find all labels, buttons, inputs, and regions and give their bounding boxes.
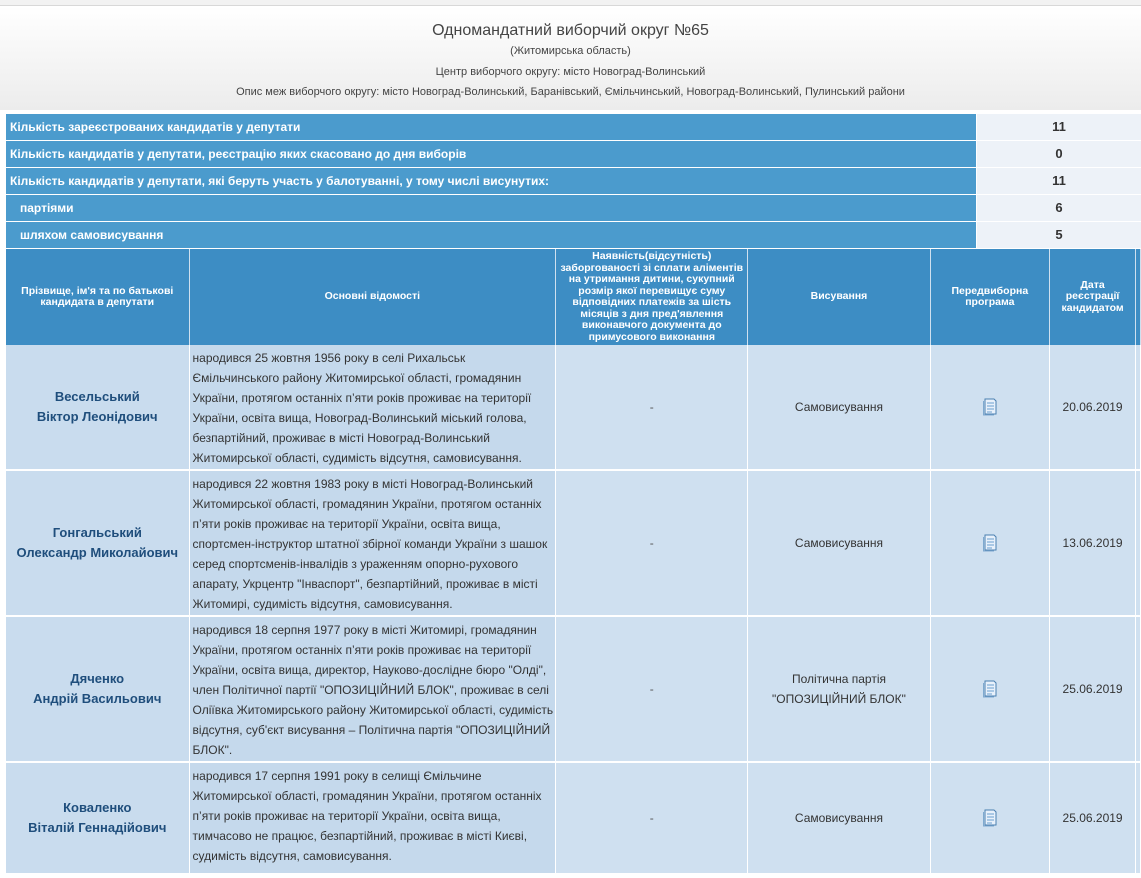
candidate-nomination-line: Політична партія [791,672,886,686]
stat-label: Кількість зареєстрованих кандидатів у депутати [6,114,976,140]
candidate-info-line: України, освіта вища, Новоград-Волинський міський голова, [192,411,527,425]
column-header-name: Прізвище, ім'я та по батькові кандидата в депутати [6,249,189,345]
candidate-given-names: Андрій Васильович [33,691,162,706]
candidate-row [6,616,1141,762]
candidate-info-line: серед спортсменів-інвалідів з ураженням опорно-рухового [192,557,519,571]
candidate-program-cell [930,762,1050,874]
column-header-date: Дата реєстрації кандидатом [1050,249,1136,345]
stat-value: 0 [977,141,1141,167]
stat-self-nominated [6,222,1141,248]
candidate-name-cell [6,345,189,470]
candidate-row [6,470,1141,616]
candidate-info-line: народився 25 жовтня 1956 року в селі Рихальськ [192,351,466,365]
document-icon-graphic [982,809,998,827]
candidate-info-line: Житомирської області, судимість відсутня, самовисування. [192,451,522,465]
candidates-table [6,249,1141,875]
candidate-info-line: судимість відсутня, самовисування. [192,849,392,863]
district-title: Одномандатний виборчий округ №65 [432,22,709,39]
candidate-program-cell [930,345,1050,470]
stat-participating [6,168,1141,194]
candidate-surname: Весельський [54,389,140,404]
candidate-info-line: України, протягом останніх п’яти років проживає на території [192,643,532,657]
candidate-info-line: відсутня, суб'єкт висування – Політична партія "ОПОЗИЦІЙНИЙ [192,723,551,737]
candidate-info-line: спортсмен-інструктор штатної збірної команди України з шашок [192,537,548,551]
stat-label: Кількість кандидатів у депутати, реєстрацію яких скасовано до дня виборів [6,141,976,167]
district-region: (Житомирська область) [510,45,631,57]
candidate-info-line: Оліївка Житомирського району Житомирської області, судимість [192,703,554,717]
candidate-info-line: народився 22 жовтня 1983 року в місті Новоград-Волинський [192,477,533,491]
stat-value: 5 [977,222,1141,248]
candidate-surname: Дяченко [70,671,125,686]
candidate-nomination-line: Самовисування [794,811,884,825]
statistics-block [6,114,1141,249]
candidate-alimony-debt: - [556,470,748,616]
stat-cancelled [6,141,1141,167]
candidate-info-line: Житомирської області, громадянин України, протягом останніх [192,497,542,511]
candidate-info-cell [189,470,556,616]
row-edge [1136,470,1141,616]
candidate-registration-date: 25.06.2019 [1050,762,1136,874]
candidate-alimony-debt: - [556,762,748,874]
district-description: Опис меж виборчого округу: місто Новоград-Волинський, Баранівський, Ємільчинський, Новоград-Волинський, Пулинський райони [236,86,905,98]
candidate-name-cell [6,762,189,874]
district-center: Центр виборчого округу: місто Новоград-Волинський [435,66,706,78]
candidate-info-cell [189,616,556,762]
stat-label: партіями [6,195,976,221]
table-header-row [6,249,1141,345]
candidate-info-line: апарату, Укрцентр "Інваспорт", безпартійний, проживає в місті [192,577,538,591]
candidate-given-names: Олександр Миколайович [16,545,179,560]
candidate-info-line: Житомирі, судимість відсутня, самовисування. [192,597,453,611]
candidate-name-cell [6,616,189,762]
candidate-info-line: народився 18 серпня 1977 року в місті Житомирі, громадянин [192,623,537,637]
column-header-edge [1136,249,1141,345]
candidate-info-line: України, освіта вища, директор, Науково-дослідне бюро "Олді", [192,663,547,677]
stat-registered [6,114,1141,140]
candidate-nomination-line: "ОПОЗИЦІЙНИЙ БЛОК" [772,692,906,706]
document-icon-graphic [982,680,998,698]
candidate-registration-date: 25.06.2019 [1050,616,1136,762]
candidate-info-line: член Політичної партії "ОПОЗИЦІЙНИЙ БЛОК", проживає в селі [192,683,549,697]
candidate-info-cell [189,345,556,470]
candidate-registration-date: 13.06.2019 [1050,470,1136,616]
candidate-nomination-line: Самовисування [794,400,884,414]
candidate-info-line: безпартійний, проживає в місті Новоград-Волинський [192,431,490,445]
candidate-registration-date: 20.06.2019 [1050,345,1136,470]
candidate-info-line: України, протягом останніх п’яти років проживає на території [192,391,532,405]
document-icon[interactable] [982,398,998,416]
column-header-nomination: Висування [748,249,930,345]
document-icon-graphic [982,534,998,552]
candidate-surname: Гонгальський [52,525,142,540]
candidate-nomination-cell [748,470,930,616]
candidate-info-line: Ємільчинського району Житомирської області, громадянин [192,371,522,385]
candidate-given-names: Віктор Леонідович [36,409,158,424]
candidate-info-line: Житомирської області, громадянин України, протягом останніх [192,789,542,803]
stat-value: 11 [977,114,1141,140]
document-icon[interactable] [982,534,998,552]
candidate-info-cell [189,762,556,874]
candidate-program-cell [930,470,1050,616]
candidate-info-line: п’яти років проживає на території України, освіта вища, [192,517,501,531]
candidate-info-line: тимчасово не працює, безпартійний, проживає в місті Києві, [192,829,528,843]
candidate-nomination-cell [748,616,930,762]
row-edge [1136,345,1141,470]
candidate-row [6,762,1141,874]
column-header-program: Передвиборна програма [930,249,1050,345]
candidate-row [6,345,1141,470]
row-edge [1136,762,1141,874]
document-icon[interactable] [982,809,998,827]
candidate-nomination-line: Самовисування [794,536,884,550]
stat-value: 6 [977,195,1141,221]
stat-value: 11 [977,168,1141,194]
stat-by-parties [6,195,1141,221]
stat-label: Кількість кандидатів у депутати, які беруть участь у балотуванні, у тому числі висунутих: [6,168,976,194]
district-header [0,6,1141,110]
candidates-body [6,345,1141,874]
candidate-alimony-debt: - [556,616,748,762]
candidate-name-cell [6,470,189,616]
row-edge [1136,616,1141,762]
candidate-program-cell [930,616,1050,762]
candidates-table-wrapper [6,249,1141,875]
stat-label: шляхом самовисування [6,222,976,248]
candidate-given-names: Віталій Геннадійович [28,820,167,835]
candidate-info-line: п’яти років проживає на території України, освіта вища, [192,809,501,823]
column-header-info: Основні відомості [189,249,556,345]
candidate-info-line: народився 17 серпня 1991 року в селищі Ємільчине [192,769,482,783]
document-icon[interactable] [982,680,998,698]
candidate-surname: Коваленко [63,800,132,815]
candidate-nomination-cell [748,762,930,874]
candidate-alimony-debt: - [556,345,748,470]
column-header-debt: Наявність(відсутність) заборгованості зі сплати аліментів на утримання дитини, сукупний розмір якої перевищує суму відповідних платежів за шість місяців з дня пред'явлення виконавчого документа до примусового виконання [556,249,748,345]
candidate-info-line: БЛОК". [192,743,233,757]
candidate-nomination-cell [748,345,930,470]
document-icon-graphic [982,398,998,416]
